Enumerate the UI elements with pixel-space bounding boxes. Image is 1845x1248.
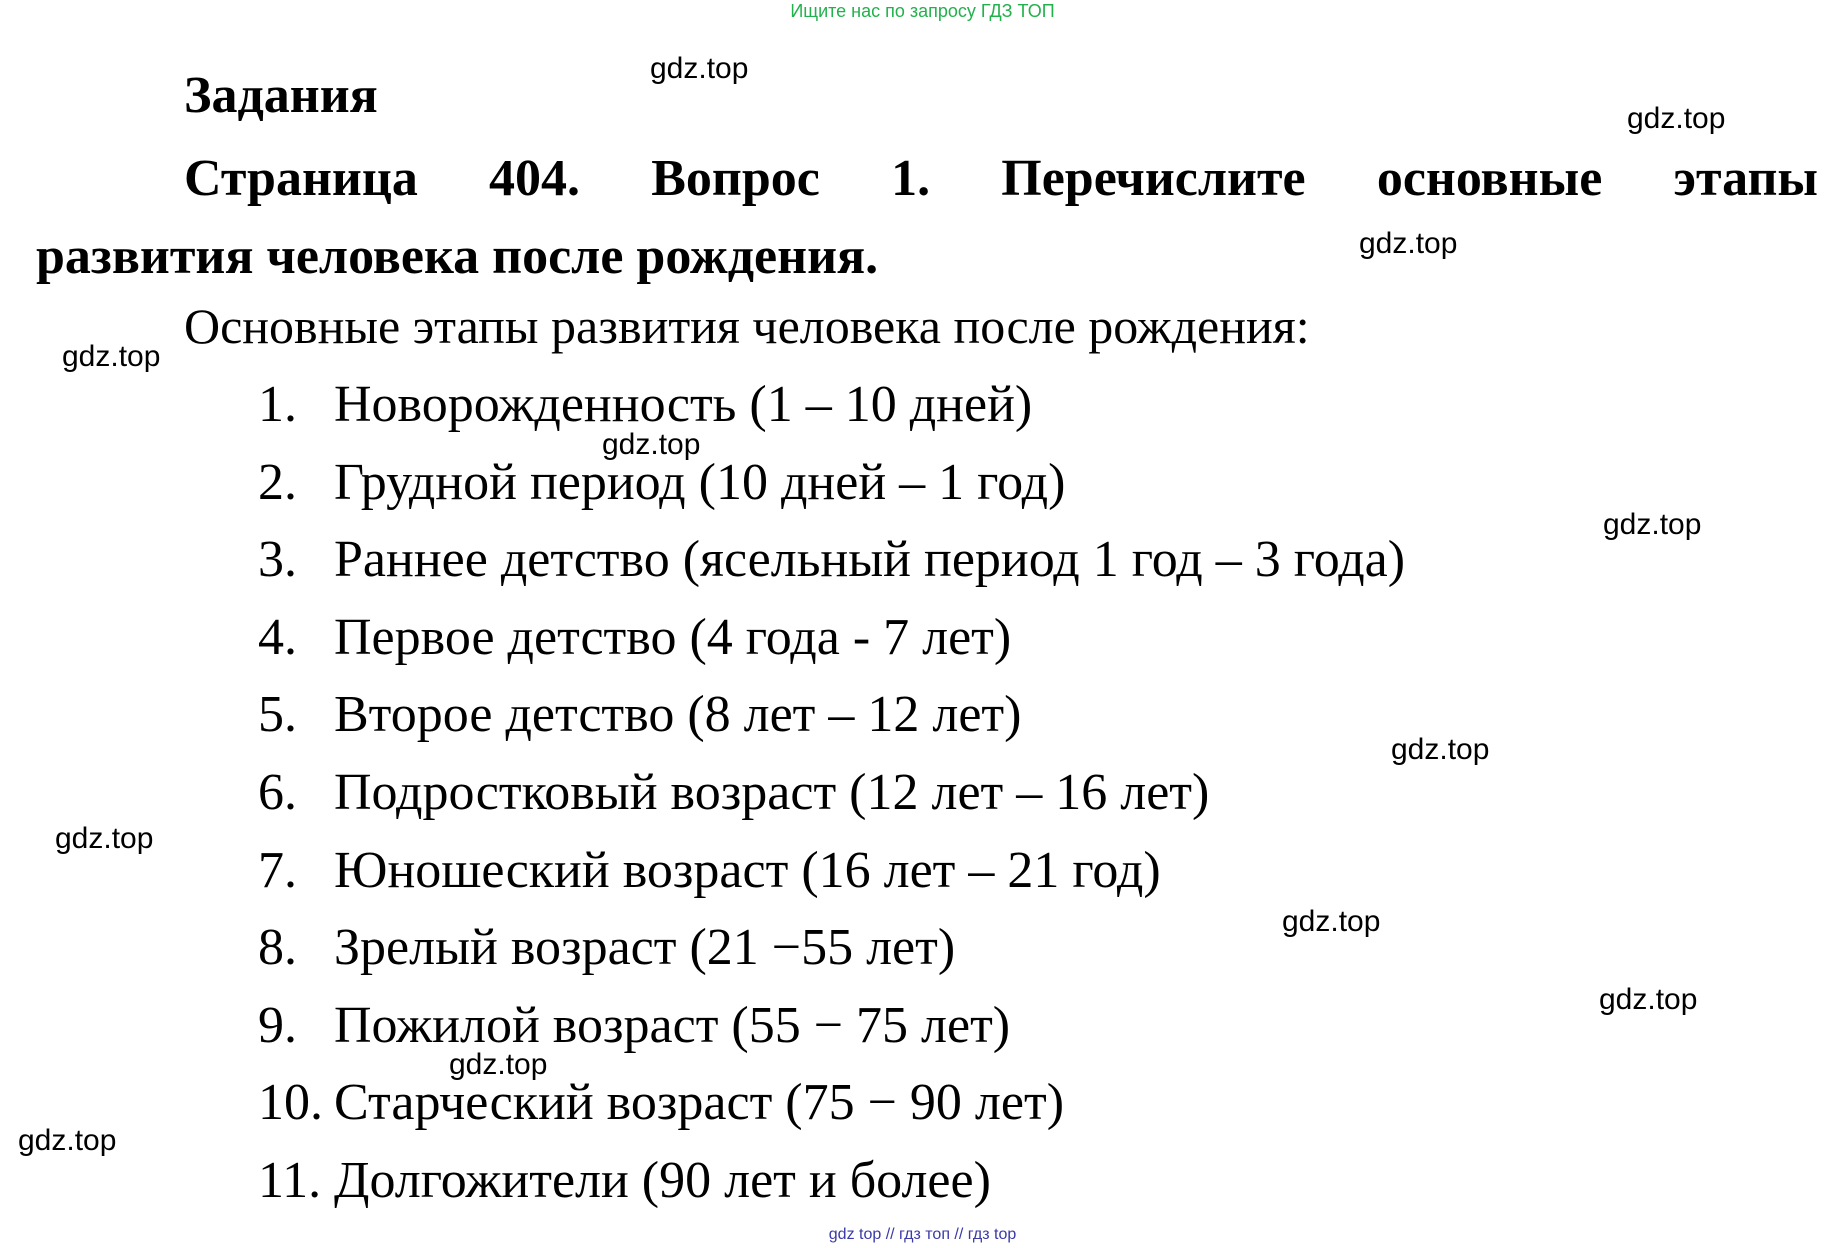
watermark: gdz.top <box>1599 983 1698 1016</box>
list-item-number: 8. <box>258 919 297 977</box>
watermark: gdz.top <box>602 428 701 461</box>
list-item-text: Подростковый возраст (12 лет – 16 лет) <box>334 763 1210 821</box>
list-item-number: 11. <box>258 1151 322 1209</box>
list-item-number: 1. <box>258 376 297 433</box>
list-item <box>258 1068 1405 1146</box>
list-item-text: Зрелый возраст (21 −55 лет) <box>334 919 956 977</box>
watermark: gdz.top <box>1282 905 1381 938</box>
list-item <box>258 1146 1405 1224</box>
stages-list <box>258 370 1405 1224</box>
watermark: gdz.top <box>1627 102 1726 135</box>
watermark: gdz.top <box>1391 733 1490 766</box>
list-item-number: 7. <box>258 841 297 899</box>
list-item <box>258 836 1405 914</box>
question-line-2: развития человека после рождения. <box>36 228 879 285</box>
footer-watermark: gdz top // гдз топ // гдз top <box>828 1226 1017 1243</box>
list-item-text: Юношеский возраст (16 лет – 21 год) <box>334 841 1161 899</box>
section-title: Задания <box>184 67 378 124</box>
list-item <box>258 913 1405 991</box>
top-banner: Ищите нас по запросу ГДЗ ТОП <box>790 1 1055 21</box>
list-item-text: Второе детство (8 лет – 12 лет) <box>334 686 1022 744</box>
list-item <box>258 370 1405 448</box>
watermark: gdz.top <box>62 340 161 373</box>
list-item <box>258 525 1405 603</box>
list-item-number: 4. <box>258 608 297 666</box>
watermark: gdz.top <box>1359 227 1458 260</box>
list-item-number: 3. <box>258 531 297 589</box>
watermark: gdz.top <box>55 822 154 855</box>
list-item-text: Новорожденность (1 – 10 дней) <box>334 376 1033 433</box>
list-item <box>258 758 1405 836</box>
list-item-number: 2. <box>258 453 297 511</box>
question-line-1: Страница 404. Вопрос 1. Перечислите основные этапы <box>184 150 1818 207</box>
list-item-text: Грудной период (10 дней – 1 год) <box>334 453 1066 511</box>
list-item-number: 9. <box>258 996 297 1054</box>
list-item-text: Долгожители (90 лет и более) <box>334 1151 991 1209</box>
list-item <box>258 991 1405 1069</box>
list-item <box>258 448 1405 526</box>
watermark: gdz.top <box>650 52 749 85</box>
watermark: gdz.top <box>449 1048 548 1081</box>
list-item <box>258 603 1405 681</box>
answer-intro: Основные этапы развития человека после рождения: <box>184 298 1310 354</box>
question-heading <box>36 140 1818 296</box>
list-item-text: Первое детство (4 года - 7 лет) <box>334 608 1012 666</box>
list-item-text: Пожилой возраст (55 − 75 лет) <box>334 996 1011 1054</box>
list-item <box>258 680 1405 758</box>
list-item-number: 5. <box>258 686 297 744</box>
list-item-text: Старческий возраст (75 − 90 лет) <box>334 1074 1065 1132</box>
list-item-number: 6. <box>258 763 297 821</box>
watermark: gdz.top <box>18 1124 117 1157</box>
list-item-number: 10. <box>258 1074 323 1132</box>
watermark: gdz.top <box>1603 508 1702 541</box>
list-item-text: Раннее детство (ясельный период 1 год – 3 года) <box>334 531 1406 589</box>
